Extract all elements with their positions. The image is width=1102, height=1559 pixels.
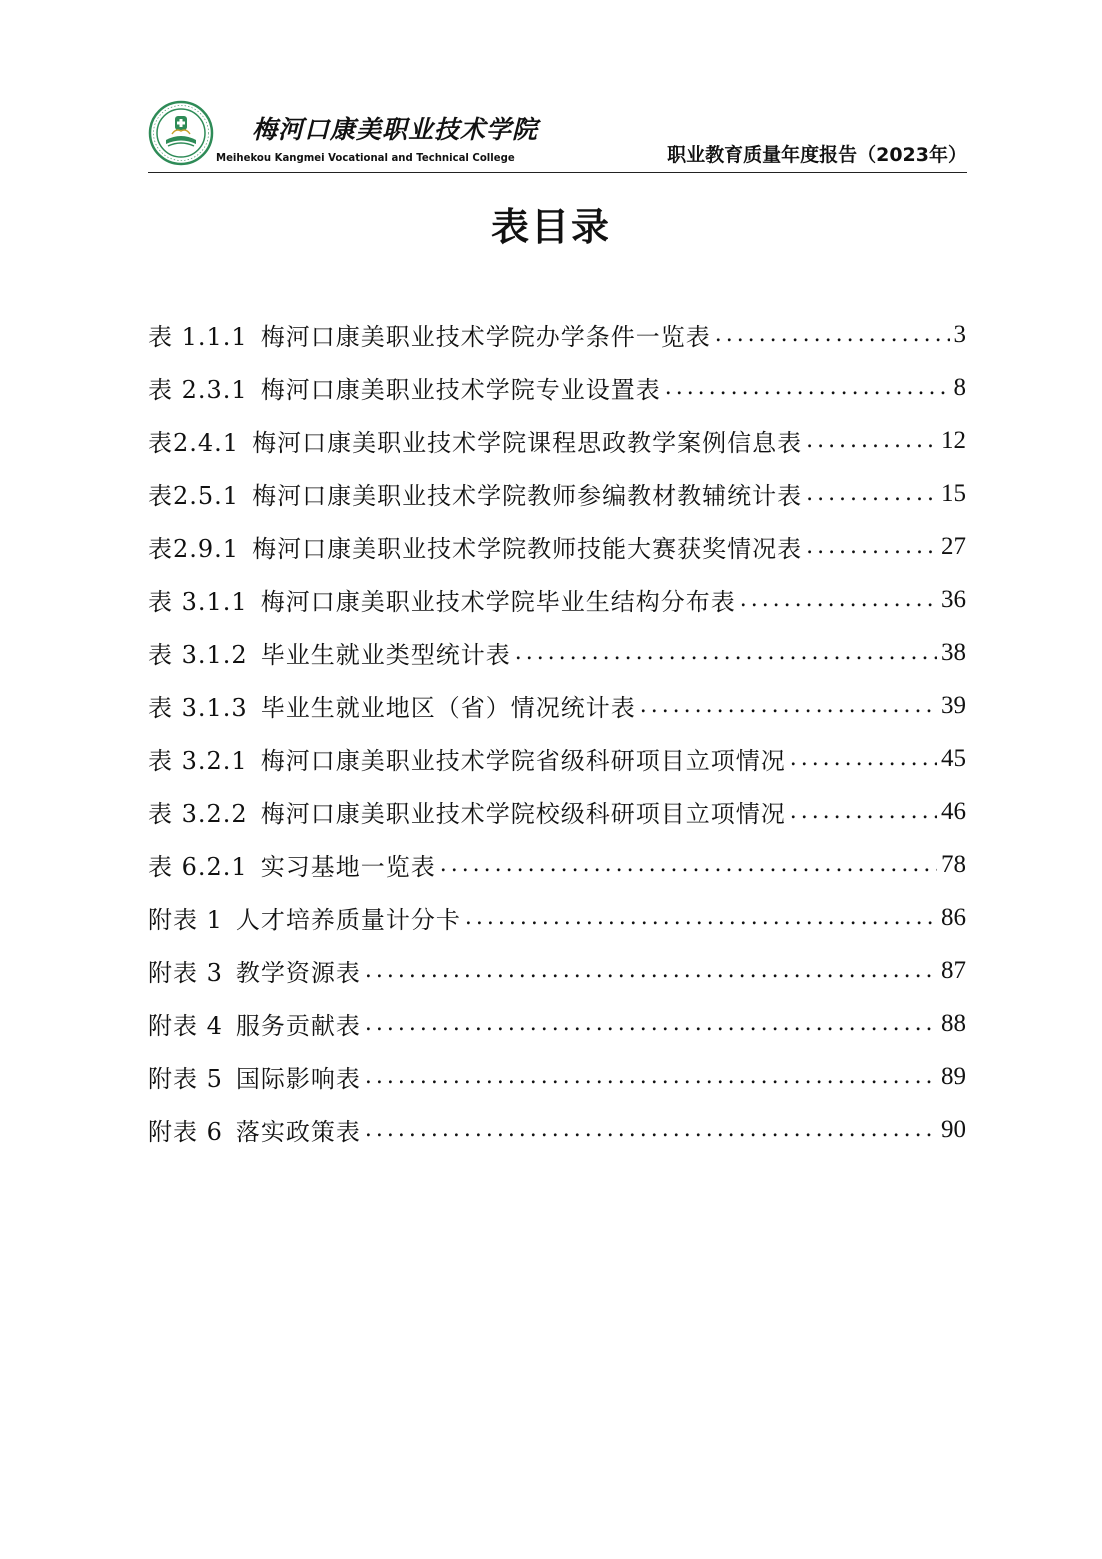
page-header: [148, 96, 967, 173]
toc-entry-number: 表 3.1.3: [148, 694, 248, 722]
toc-entry-title: 梅河口康美职业技术学院毕业生结构分布表: [260, 588, 736, 616]
toc-entry-number: 表 6.2.1: [148, 853, 248, 881]
toc-entry-number: 附表 4: [148, 1012, 223, 1040]
toc-entry-title: 梅河口康美职业技术学院教师参编教材教辅统计表: [252, 482, 803, 510]
toc-entry-title: 服务贡献表: [235, 1012, 361, 1040]
toc-entry-title: 教学资源表: [235, 959, 361, 987]
toc-entry-label: [148, 953, 361, 988]
toc-entry-page: 27: [941, 532, 966, 560]
toc-entry[interactable]: [148, 1050, 966, 1103]
toc-dot-leader: [365, 1117, 937, 1142]
toc-dot-leader: [640, 693, 937, 718]
toc-entry-number: 表 1.1.1: [148, 323, 248, 351]
toc-entry[interactable]: [148, 732, 966, 785]
toc-entry-number: 表2.9.1: [148, 535, 240, 563]
toc-entry-page: 15: [941, 479, 966, 507]
toc-entry-title: 毕业生就业类型统计表: [260, 641, 511, 669]
toc-entry[interactable]: [148, 891, 966, 944]
toc-entry-page: 36: [941, 585, 966, 613]
toc-entry-page: 90: [941, 1115, 966, 1143]
toc-entry[interactable]: [148, 361, 966, 414]
toc-entry[interactable]: [148, 308, 966, 361]
toc-entry-label: [148, 1006, 361, 1041]
toc-entry[interactable]: [148, 467, 966, 520]
toc-dot-leader: [790, 746, 937, 771]
page-title: 表目录: [490, 204, 611, 249]
report-title: 职业教育质量年度报告（2023年）: [667, 144, 967, 166]
toc-dot-leader: [365, 1064, 937, 1089]
toc-entry-label: [148, 1059, 361, 1094]
toc-dot-leader: [790, 799, 937, 824]
toc-entry-page: 86: [941, 903, 966, 931]
toc-entry-title: 实习基地一览表: [260, 853, 436, 881]
toc-entry-label: [148, 476, 802, 511]
toc-entry[interactable]: [148, 679, 966, 732]
toc-dot-leader: [515, 640, 937, 665]
toc-entry-title: 国际影响表: [235, 1065, 361, 1093]
toc-entry-label: [148, 900, 461, 935]
toc-entry-page: 39: [941, 691, 966, 719]
toc-entry-number: 表2.5.1: [148, 482, 240, 510]
toc-dot-leader: [806, 481, 937, 506]
toc-entry-number: 表2.4.1: [148, 429, 240, 457]
toc-dot-leader: [365, 958, 937, 983]
toc-entry[interactable]: [148, 838, 966, 891]
toc-entry-label: [148, 847, 436, 882]
toc-entry-label: [148, 1112, 361, 1147]
toc-entry-label: [148, 688, 636, 723]
toc-entry[interactable]: [148, 626, 966, 679]
toc-entry[interactable]: [148, 785, 966, 838]
toc-entry[interactable]: [148, 944, 966, 997]
toc-entry-number: 附表 1: [148, 906, 223, 934]
toc-entry-page: 12: [941, 426, 966, 454]
toc-dot-leader: [465, 905, 937, 930]
toc-entry-title: 梅河口康美职业技术学院教师技能大赛获奖情况表: [252, 535, 803, 563]
toc-entry-title: 梅河口康美职业技术学院课程思政教学案例信息表: [252, 429, 803, 457]
toc-entry-page: 45: [941, 744, 966, 772]
toc-entry[interactable]: [148, 520, 966, 573]
toc-entry-title: 毕业生就业地区（省）情况统计表: [260, 694, 636, 722]
toc-dot-leader: [665, 375, 950, 400]
toc-entry-title: 人才培养质量计分卡: [235, 906, 461, 934]
toc-dot-leader: [806, 534, 937, 559]
school-name-cn: 梅河口康美职业技术学院: [252, 115, 539, 144]
toc-dot-leader: [365, 1011, 937, 1036]
toc-entry-page: 3: [953, 320, 966, 348]
toc-entry-title: 梅河口康美职业技术学院校级科研项目立项情况: [260, 800, 786, 828]
toc-entry-page: 46: [941, 797, 966, 825]
toc-entry-title: 梅河口康美职业技术学院专业设置表: [260, 376, 661, 404]
toc-entry-label: [148, 423, 802, 458]
toc-entry[interactable]: [148, 573, 966, 626]
toc-dot-leader: [806, 428, 937, 453]
toc-entry-number: 附表 5: [148, 1065, 223, 1093]
toc-dot-leader: [715, 322, 950, 347]
toc-entry-label: [148, 317, 711, 352]
school-name-en: Meihekou Kangmei Vocational and Technical College: [216, 151, 515, 164]
toc-entry-page: 8: [953, 373, 966, 401]
toc-entry-label: [148, 529, 802, 564]
toc-entry-page: 88: [941, 1009, 966, 1037]
toc-entry-label: [148, 741, 786, 776]
toc-entry[interactable]: [148, 1103, 966, 1156]
toc-entry-number: 表 3.2.1: [148, 747, 248, 775]
toc-entry-label: [148, 794, 786, 829]
toc-entry-number: 附表 3: [148, 959, 223, 987]
toc-dot-leader: [440, 852, 937, 877]
toc-entry-page: 38: [941, 638, 966, 666]
college-seal-icon: [148, 100, 214, 166]
toc-entry-number: 表 2.3.1: [148, 376, 248, 404]
toc-entry-number: 表 3.1.2: [148, 641, 248, 669]
toc-entry-page: 78: [941, 850, 966, 878]
toc-entry-title: 梅河口康美职业技术学院省级科研项目立项情况: [260, 747, 786, 775]
toc-entry-label: [148, 635, 511, 670]
toc-entry-label: [148, 370, 661, 405]
toc-entry-number: 附表 6: [148, 1118, 223, 1146]
toc-entry-number: 表 3.2.2: [148, 800, 248, 828]
toc-entry-label: [148, 582, 736, 617]
toc-dot-leader: [740, 587, 937, 612]
table-of-contents: [148, 308, 966, 1156]
toc-entry[interactable]: [148, 997, 966, 1050]
toc-entry-title: 落实政策表: [235, 1118, 361, 1146]
toc-entry[interactable]: [148, 414, 966, 467]
toc-entry-page: 87: [941, 956, 966, 984]
toc-entry-title: 梅河口康美职业技术学院办学条件一览表: [260, 323, 711, 351]
toc-entry-number: 表 3.1.1: [148, 588, 248, 616]
toc-entry-page: 89: [941, 1062, 966, 1090]
